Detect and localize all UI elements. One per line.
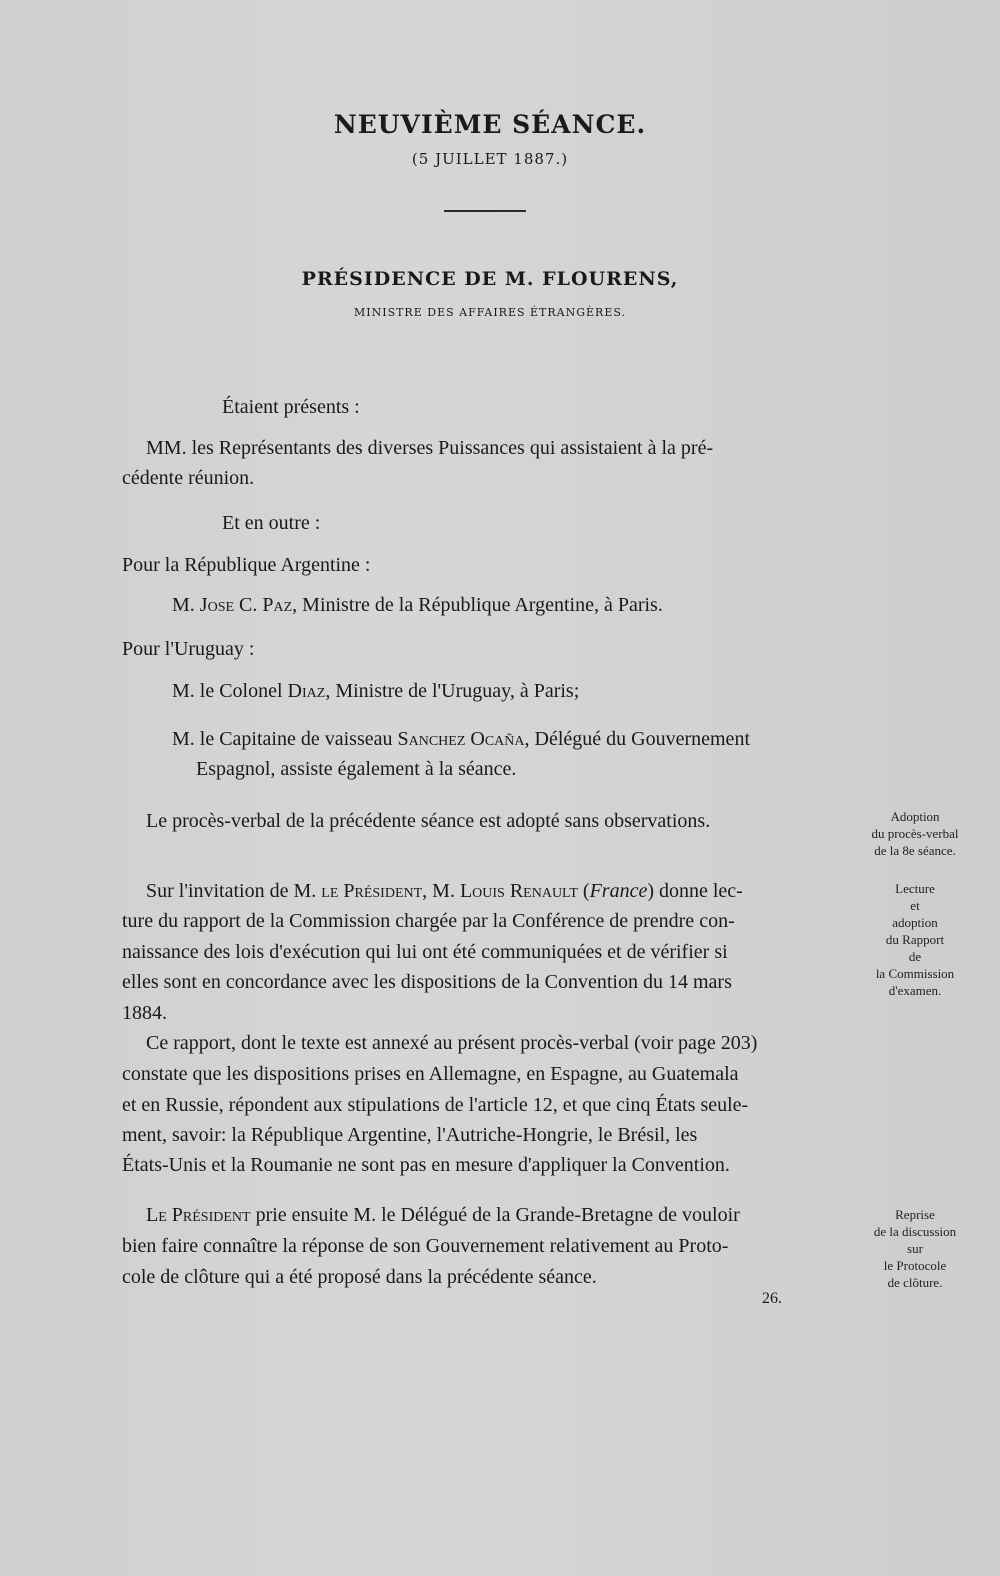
annex-line-2: constate que les dispositions prises en Allemagne, en Espagne, au Guatemala xyxy=(122,1063,739,1085)
minutes-adopted-line: Le procès-verbal de la précédente séance est adopté sans observations. xyxy=(146,810,711,832)
presidency-heading: PRÉSIDENCE DE M. FLOURENS, xyxy=(301,268,679,290)
page-number: 26. xyxy=(762,1290,782,1307)
report-line-1: Sur l'invitation de M. le Président, M. Louis Renault (France) donne lec- xyxy=(146,880,743,902)
session-title: NEUVIÈME SÉANCE. xyxy=(333,110,647,139)
margin-note-minutes: Adoption du procès-verbal de la 8e séance. xyxy=(871,809,959,858)
present-line-2: cédente réunion. xyxy=(122,467,255,489)
report-line-4: elles sont en concordance avec les dispositions de la Convention du 14 mars xyxy=(122,971,732,993)
uruguay-delegate-name: Diaz xyxy=(287,680,326,702)
spain-line-1: M. le Capitaine de vaisseau Sanchez Ocaña, Délégué du Gouvernement xyxy=(172,728,750,750)
final-line-2: bien faire connaître la réponse de son Gouvernement relativement au Proto- xyxy=(122,1235,729,1257)
spain-delegate-name: Sanchez Ocaña xyxy=(397,728,525,750)
argentina-line: M. Jose C. Paz, Ministre de la République Argentine, à Paris. xyxy=(172,594,663,616)
present-intro: Étaient présents : xyxy=(222,396,360,418)
present-line-1: MM. les Représentants des diverses Puissances qui assistaient à la pré- xyxy=(146,437,714,459)
renault-name: Louis Renault xyxy=(459,880,578,902)
final-line-3: cole de clôture qui a été proposé dans la précédente séance. xyxy=(122,1266,597,1288)
report-line-3: naissance des lois d'exécution qui lui ont été communiquées et de vérifier si xyxy=(122,941,728,963)
report-line-5: 1884. xyxy=(122,1002,167,1024)
annex-line-5: États-Unis et la Roumanie ne sont pas en mesure d'appliquer la Convention. xyxy=(122,1154,730,1176)
margin-note-protocol: Reprise de la discussion sur le Protocole de clôture. xyxy=(873,1207,957,1290)
annex-line-3: et en Russie, répondent aux stipulations de l'article 12, et que cinq États seule- xyxy=(122,1094,749,1116)
report-line-2: ture du rapport de la Commission chargée par la Conférence de prendre con- xyxy=(122,910,735,932)
spain-line-2: Espagnol, assiste également à la séance. xyxy=(196,758,517,780)
argentina-delegate-name: Jose C. Paz xyxy=(199,594,293,616)
uruguay-label: Pour l'Uruguay : xyxy=(122,638,255,660)
session-date: (5 JUILLET 1887.) xyxy=(411,150,569,168)
also-intro: Et en outre : xyxy=(222,512,321,534)
margin-note-report: Lecture et adoption du Rapport de la Commission d'examen. xyxy=(875,881,955,998)
ministry-subheading: MINISTRE DES AFFAIRES ÉTRANGÈRES. xyxy=(353,306,626,319)
final-line-1: Le Président prie ensuite M. le Délégué de la Grande-Bretagne de vouloir xyxy=(146,1204,740,1226)
annex-line-4: ment, savoir: la République Argentine, l'Autriche-Hongrie, le Brésil, les xyxy=(122,1124,698,1146)
title-divider xyxy=(444,210,526,212)
argentina-label: Pour la République Argentine : xyxy=(122,554,371,576)
annex-line-1: Ce rapport, dont le texte est annexé au présent procès-verbal (voir page 203) xyxy=(146,1032,758,1054)
uruguay-line: M. le Colonel Diaz, Ministre de l'Uruguay, à Paris; xyxy=(172,680,580,702)
